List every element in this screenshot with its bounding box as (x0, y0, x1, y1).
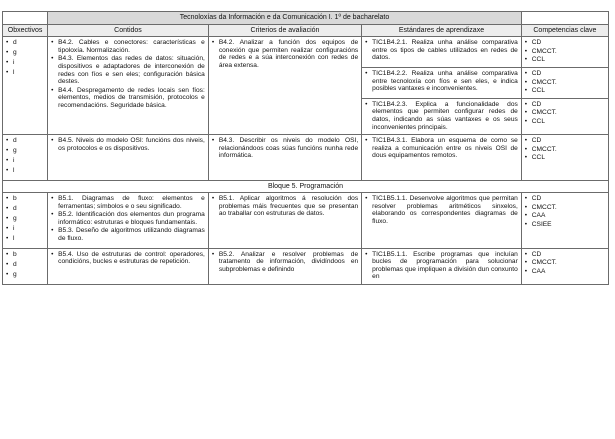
contents-cell (48, 193, 209, 248)
objective-list (6, 195, 44, 243)
competence-list (525, 39, 605, 64)
competence-item: • CMCCT. (525, 48, 605, 56)
header-standards: Estándares de aprendizaxe (362, 24, 522, 37)
block-heading: Bloque 5. Programación (3, 180, 609, 193)
header-row (3, 24, 609, 37)
table-row (3, 135, 609, 180)
competence-item: • CAA (525, 212, 605, 220)
content-list (51, 137, 205, 152)
standard-list (365, 70, 518, 93)
header-criteria: Criterios de avaliación (208, 24, 361, 37)
content-item: • B5.2. Identificación dos elementos dun programa informático: estruturas e bloques fundamentais. (51, 211, 205, 226)
objective-list (6, 251, 44, 279)
content-list (51, 195, 205, 243)
competence-list (525, 195, 605, 228)
table-body (3, 37, 609, 285)
criteria-cell (208, 248, 361, 284)
objective-item: • g (6, 147, 44, 155)
competences-cell (521, 248, 608, 284)
title-spacer (3, 12, 48, 25)
standard-list (365, 195, 518, 225)
competence-item: • CCL (525, 118, 605, 126)
table-row (3, 248, 609, 284)
standard-cell (362, 37, 522, 68)
competences-cell (521, 67, 608, 98)
table-row (3, 193, 609, 248)
criterion-item: • B4.3. Describir os niveis do modelo OSI, relacionándoos coas súas funcións nunha rede informática. (212, 137, 358, 160)
standard-cell (362, 193, 522, 248)
competence-item: • CD (525, 39, 605, 47)
content-list (51, 251, 205, 266)
criterion-list (212, 137, 358, 160)
standard-cell (362, 135, 522, 180)
objectives-cell (3, 193, 48, 248)
objective-item: • i (6, 59, 44, 67)
competence-item: • CD (525, 101, 605, 109)
competence-item: • CCL (525, 87, 605, 95)
content-item: • B5.1. Diagramas de fluxo: elementos e ferramentas; símbolos e o seu significado. (51, 195, 205, 210)
content-item: • B4.3. Elementos das redes de datos: situación, dispositivos e adaptadores de interconexión de redes con fíos e sen eles; configuración básica destes. (51, 55, 205, 85)
header-objectives: Obxectivos (3, 24, 48, 37)
competence-list (525, 70, 605, 95)
competence-item: • CD (525, 70, 605, 78)
standard-list (365, 101, 518, 131)
objective-item: • i (6, 225, 44, 233)
criterion-item: • B5.1. Aplicar algoritmos á resolución dos problemas máis frecuentes que se presentan ao traballar con estruturas de datos. (212, 195, 358, 218)
objective-item: • g (6, 271, 44, 279)
standard-item: • TIC1B4.2.1. Realiza unha análise comparativa entre os tipos de cables utilizados en redes de datos. (365, 39, 518, 62)
objective-item: • d (6, 137, 44, 145)
title-spacer (521, 12, 608, 25)
contents-cell (48, 135, 209, 180)
competences-cell (521, 135, 608, 180)
standard-cell (362, 98, 522, 134)
standard-item: • TIC1B4.2.3. Explica a funcionalidade dos elementos que permiten configurar redes de datos, indicando as súas vantaxes e os seus inconvenientes principais. (365, 101, 518, 131)
objective-item: • l (6, 167, 44, 175)
objective-item: • l (6, 235, 44, 243)
objective-item: • b (6, 251, 44, 259)
competence-list (525, 101, 605, 126)
objectives-cell (3, 37, 48, 135)
header-competences: Competencias clave (521, 24, 608, 37)
objectives-cell (3, 248, 48, 284)
standard-item: • TIC1B5.1.1. Desenvolve algoritmos que permitan resolver problemas aritméticos sinxelos, elaborando os correspondentes diagramas de fluxo. (365, 195, 518, 225)
criterion-item: • B4.2. Analizar a función dos equipos de conexión que permiten realizar configuracións de redes e a súa interconexión con redes de área extensa. (212, 39, 358, 69)
competences-cell (521, 37, 608, 68)
criteria-cell (208, 193, 361, 248)
objective-item: • g (6, 49, 44, 57)
objective-item: • l (6, 69, 44, 77)
competence-item: • CD (525, 195, 605, 203)
objective-item: • d (6, 261, 44, 269)
objective-list (6, 137, 44, 175)
competence-item: • CMCCT. (525, 109, 605, 117)
header-contents: Contidos (48, 24, 209, 37)
competence-item: • CSIEE (525, 221, 605, 229)
competence-item: • CMCCT. (525, 259, 605, 267)
competence-item: • CMCCT. (525, 204, 605, 212)
content-item: • B5.3. Deseño de algoritmos utilizando diagramas de fluxo. (51, 227, 205, 242)
competence-list (525, 251, 605, 276)
competence-item: • CCL (525, 154, 605, 162)
block-heading-row (3, 180, 609, 193)
standard-list (365, 137, 518, 160)
objective-item: • i (6, 157, 44, 165)
objective-item: • b (6, 195, 44, 203)
competence-item: • CD (525, 251, 605, 259)
standard-item: • TIC1B4.2.2. Realiza unha análise comparativa entre tecnoloxía con fíos e sen eles, e indica posibles vantaxes e inconvenientes. (365, 70, 518, 93)
criteria-cell (208, 135, 361, 180)
competence-item: • CMCCT. (525, 79, 605, 87)
standard-item: • TIC1B4.3.1. Elabora un esquema de como se realiza a comunicación entre os niveis OSI de dous equipamentos remotos. (365, 137, 518, 160)
competence-item: • CAA (525, 268, 605, 276)
standard-cell (362, 248, 522, 284)
standard-list (365, 251, 518, 281)
competence-item: • CCL (525, 56, 605, 64)
content-list (51, 39, 205, 109)
competences-cell (521, 193, 608, 248)
curriculum-table (2, 11, 609, 285)
objective-item: • d (6, 39, 44, 47)
competence-item: • CD (525, 137, 605, 145)
objectives-cell (3, 135, 48, 180)
content-item: • B4.4. Despregamento de redes locais sen fíos: elementos, medios de transmisión, protocolos e recomendacións. Seguridade básica. (51, 87, 205, 110)
standard-cell (362, 67, 522, 98)
criterion-item: • B5.2. Analizar e resolver problemas de tratamento de información, dividíndoos en subproblemas e definindo (212, 251, 358, 274)
contents-cell (48, 37, 209, 135)
standard-list (365, 39, 518, 62)
criteria-cell (208, 37, 361, 135)
content-item: • B4.5. Niveis do modelo OSI: funcións dos niveis, os protocolos e os dispositivos. (51, 137, 205, 152)
curriculum-page (2, 11, 609, 285)
objective-item: • d (6, 205, 44, 213)
title-row (3, 12, 609, 25)
competence-item: • CMCCT. (525, 146, 605, 154)
criterion-list (212, 195, 358, 218)
competences-cell (521, 98, 608, 134)
content-item: • B4.2. Cables e conectores: características e tipoloxía. Normalización. (51, 39, 205, 54)
objective-list (6, 39, 44, 77)
table-title: Tecnoloxías da Información e da Comunicación I. 1º de bacharelato (48, 12, 522, 25)
content-item: • B5.4. Uso de estruturas de control: operadores, condicións, bucles e estruturas de repetición. (51, 251, 205, 266)
contents-cell (48, 248, 209, 284)
standard-item: • TIC1B5.1.1. Escribe programas que incluían bucles de programación para solucionar problemas que impliquen a división dun conxunto en (365, 251, 518, 281)
criterion-list (212, 251, 358, 274)
competence-list (525, 137, 605, 162)
criterion-list (212, 39, 358, 69)
table-row (3, 37, 609, 68)
objective-item: • g (6, 215, 44, 223)
